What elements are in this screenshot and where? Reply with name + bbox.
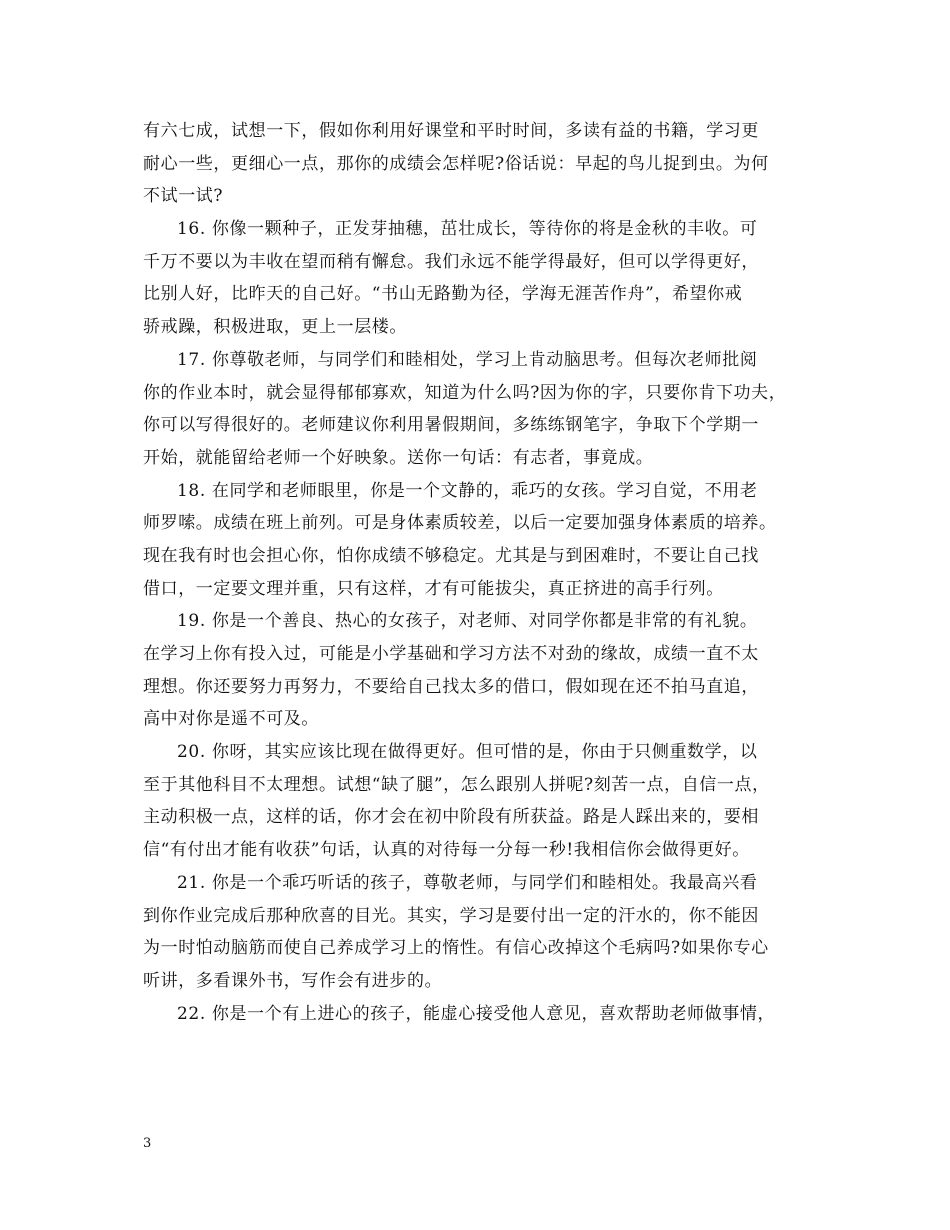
paragraph-21-start: 21. 你是一个乖巧听话的孩子，尊敬老师，与同学们和睦相处。我最高兴看 — [177, 872, 758, 893]
paragraph-18-start: 18. 在同学和老师眼里，你是一个文静的，乖巧的女孩。学习自觉，不用老 — [177, 480, 758, 501]
text-line: 不试一试? — [143, 186, 224, 207]
text-line: 为一时怕动脑筋而使自己养成学习上的惰性。有信心改掉这个毛病吗?如果你专心 — [143, 938, 769, 959]
text-line: 信“有付出才能有收获”句话，认真的对待每一分每一秒!我相信你会做得更好。 — [143, 840, 750, 861]
text-line: 耐心一些，更细心一点，那你的成绩会怎样呢?俗话说：早起的鸟儿捉到虫。为何 — [143, 153, 769, 174]
text-line: 有六七成，试想一下，假如你利用好课堂和平时时间，多读有益的书籍，学习更 — [143, 121, 759, 141]
text-line: 主动积极一点，这样的话，你才会在初中阶段有所获益。路是人踩出来的，要相 — [143, 807, 759, 828]
text-line: 借口，一定要文理并重，只有这样，才有可能拔尖，真正挤进的高手行列。 — [143, 578, 724, 599]
text-line: 高中对你是遥不可及。 — [143, 709, 319, 730]
text-line: 至于其他科目不太理想。试想“缺了腿”，怎么跟别人拼呢?刻苦一点，自信一点， — [143, 774, 770, 795]
body-text — [143, 115, 823, 1030]
text-line: 你的作业本时，就会显得郁郁寡欢，知道为什么吗?因为你的字，只要你肯下功夫， — [143, 382, 787, 403]
paragraph-19-start: 19. 你是一个善良、热心的女孩子，对老师、对同学你都是非常的有礼貌。 — [177, 611, 758, 632]
paragraph-20-start: 20. 你呀，其实应该比现在做得更好。但可惜的是，你由于只侧重数学，以 — [177, 742, 758, 763]
text-line: 听讲，多看课外书，写作会有进步的。 — [143, 970, 443, 991]
text-line: 开始，就能留给老师一个好映象。送你一句话：有志者，事竟成。 — [143, 447, 654, 468]
text-line: 现在我有时也会担心你，怕你成绩不够稳定。尤其是与到困难时，不要让自己找 — [143, 545, 759, 566]
text-line: 你可以写得很好的。老师建议你利用暑假期间，多练练钢笔字，争取下个学期一 — [143, 415, 759, 436]
page-number: 3 — [143, 1136, 152, 1151]
text-line: 到你作业完成后那种欣喜的目光。其实，学习是要付出一定的汗水的，你不能因 — [143, 905, 759, 926]
text-line: 骄戒躁，积极进取，更上一层楼。 — [143, 317, 407, 338]
text-line: 在学习上你有投入过，可能是小学基础和学习方法不对劲的缘故，成绩一直不太 — [143, 644, 759, 664]
paragraph-17-start: 17. 你尊敬老师，与同学们和睦相处，学习上肯动脑思考。但每次老师批阅 — [177, 349, 758, 370]
text-line: 师罗嗦。成绩在班上前列。可是身体素质较差，以后一定要加强身体素质的培养。 — [143, 513, 777, 534]
paragraph-16-start: 16. 你像一颗种子，正发芽抽穗，茁壮成长，等待你的将是金秋的丰收。可 — [177, 219, 758, 240]
text-line: 比别人好，比昨天的自己好。“书山无路勤为径，学海无涯苦作舟”，希望你戒 — [143, 284, 743, 305]
text-line: 千万不要以为丰收在望而稍有懈怠。我们永远不能学得最好，但可以学得更好， — [143, 251, 759, 272]
text-line: 理想。你还要努力再努力，不要给自己找太多的借口，假如现在还不拍马直追， — [143, 676, 759, 697]
paragraph-22-start: 22. 你是一个有上进心的孩子，能虚心接受他人意见，喜欢帮助老师做事情， — [177, 1003, 776, 1024]
